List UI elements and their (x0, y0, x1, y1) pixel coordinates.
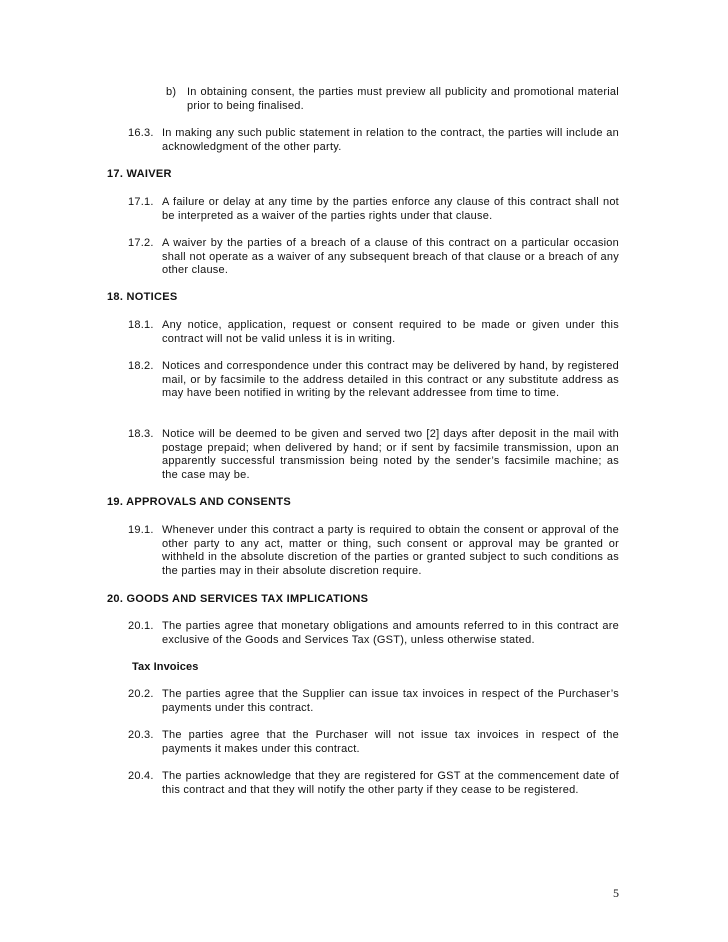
clause-number: 18.3. (128, 428, 154, 440)
clause-number: b) (166, 86, 177, 98)
subheading-tax-invoices: Tax Invoices (132, 661, 199, 673)
section-heading-20: 20. GOODS AND SERVICES TAX IMPLICATIONS (107, 593, 369, 605)
clause-number: 18.2. (128, 360, 154, 372)
clause-text: In obtaining consent, the parties must preview all publicity and promotional material prior to being finalised. (187, 86, 619, 112)
section-heading-17: 17. WAIVER (107, 168, 172, 180)
clause-number: 20.3. (128, 729, 154, 741)
clause-number: 18.1. (128, 319, 154, 331)
clause-text: The parties agree that the Supplier can issue tax invoices in respect of the Purchaser’s payments under this contract. (162, 688, 619, 714)
clause-text: Whenever under this contract a party is required to obtain the consent or approval of the other party to any act, matter or thing, such consent or approval may be granted or withheld in the absolute discretion of the parties or granted subject to such conditions as the parties may in their absolute discretion require. (162, 524, 619, 577)
section-heading-18: 18. NOTICES (107, 291, 178, 303)
clause-number: 20.2. (128, 688, 154, 700)
clause-text: The parties agree that monetary obligations and amounts referred to in this contract are exclusive of the Goods and Services Tax (GST), unless otherwise stated. (162, 620, 619, 646)
clause-number: 20.1. (128, 620, 154, 632)
clause-text: Notice will be deemed to be given and served two [2] days after deposit in the mail with postage prepaid; when delivered by hand; or if sent by facsimile transmission, upon an apparently successful transmission being noted by the sender’s facsimile machine; as the case may be. (162, 428, 619, 481)
clause-number: 17.2. (128, 237, 154, 249)
clause-text: In making any such public statement in relation to the contract, the parties will include an acknowledgment of the other party. (162, 127, 619, 153)
clause-text: The parties agree that the Purchaser will not issue tax invoices in respect of the payments it makes under this contract. (162, 729, 619, 755)
clause-text: The parties acknowledge that they are registered for GST at the commencement date of this contract and that they will notify the other party if they cease to be registered. (162, 770, 619, 796)
clause-text: Notices and correspondence under this contract may be delivered by hand, by registered mail, or by facsimile to the address detailed in this contract or any substitute address as may have been notified in writing by the relevant addressee from time to time. (162, 360, 619, 400)
clause-number: 20.4. (128, 770, 154, 782)
clause-text: Any notice, application, request or consent required to be made or given under this contract will not be valid unless it is in writing. (162, 319, 619, 345)
clause-text: A waiver by the parties of a breach of a clause of this contract on a particular occasion shall not operate as a waiver of any subsequent breach of that clause or a breach of any other clause. (162, 237, 619, 277)
clause-number: 17.1. (128, 196, 154, 208)
clause-number: 19.1. (128, 524, 154, 536)
clause-number: 16.3. (128, 127, 154, 139)
clause-text: A failure or delay at any time by the parties enforce any clause of this contract shall not be interpreted as a waiver of the parties rights under that clause. (162, 196, 619, 222)
section-heading-19: 19. APPROVALS AND CONSENTS (107, 496, 292, 508)
page-number: 5 (613, 886, 620, 900)
